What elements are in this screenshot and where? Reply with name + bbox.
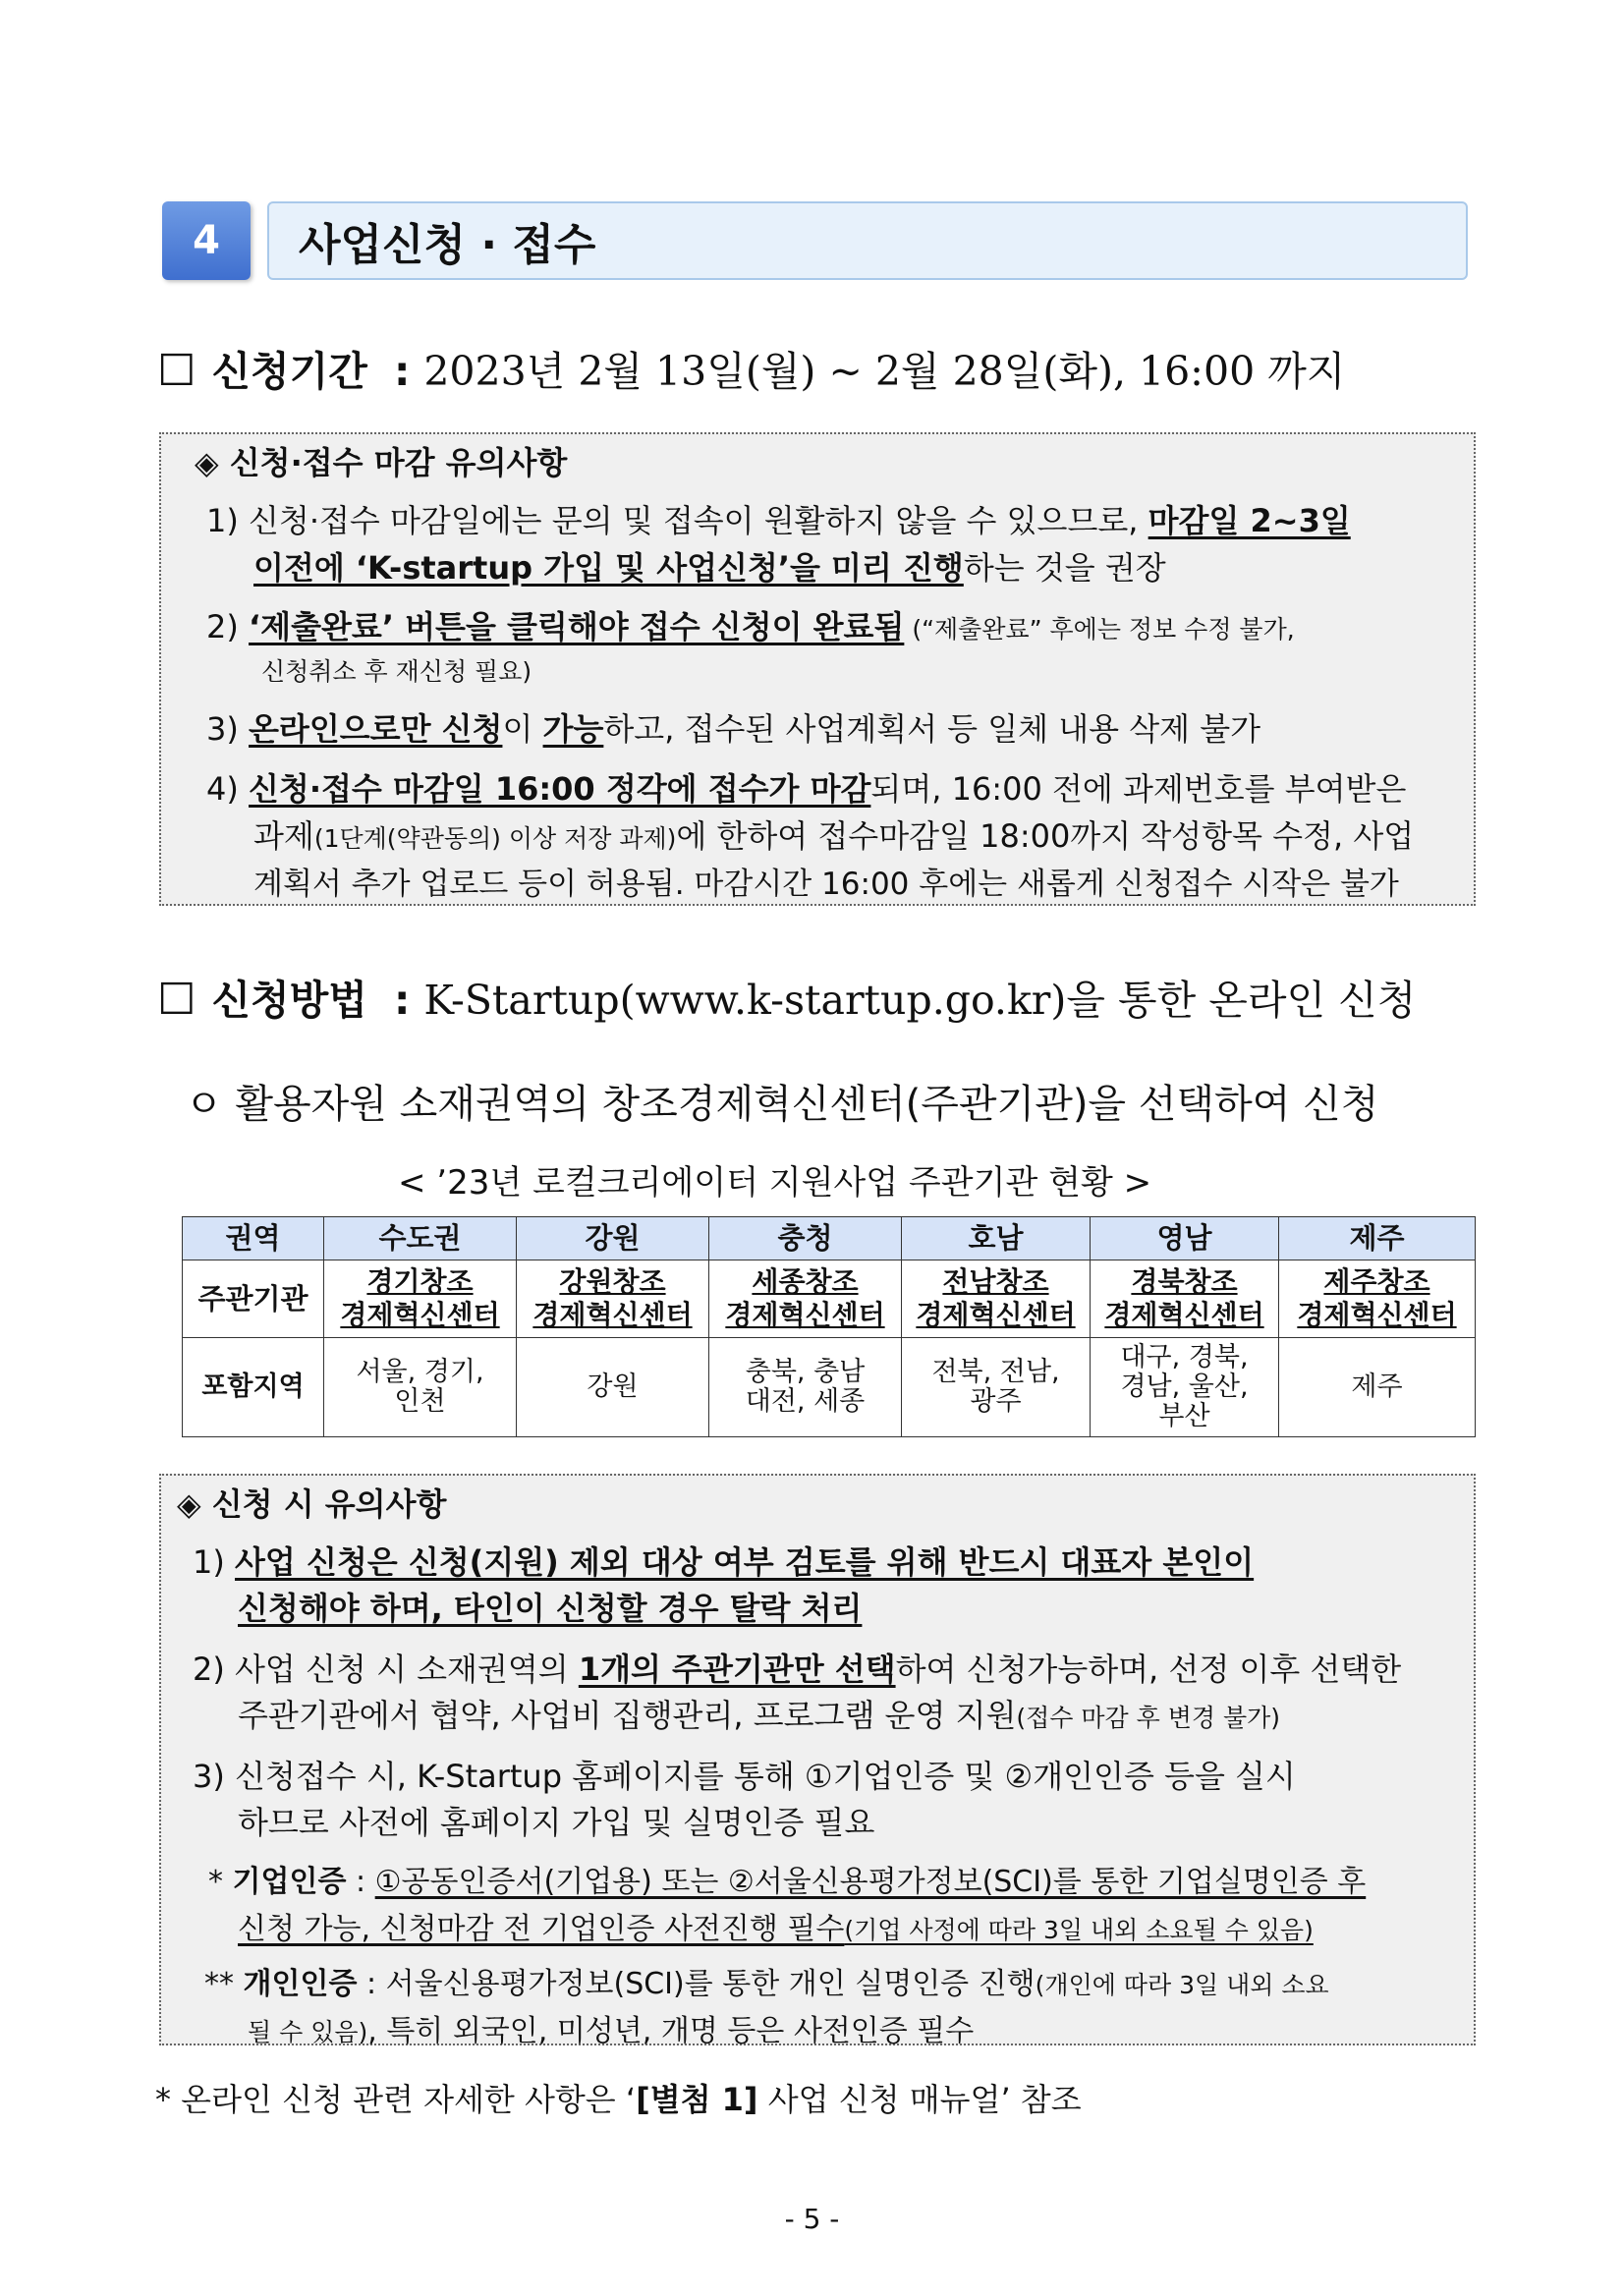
table-cell [902,1260,1091,1338]
note-number: 4) [206,770,239,808]
footnote-mark: * [208,1865,223,1899]
note-emphasis: 1개의 주관기관만 선택 [578,1651,896,1688]
note-text: : [346,1865,375,1899]
org-line: 강원창조 [559,1265,666,1299]
area-line: 광주 [970,1386,1022,1417]
row-label: 포함지역 [183,1338,324,1437]
apply-note-2-line1 [193,1645,1401,1690]
note-text: (접수 마감 후 변경 불가) [1016,1704,1281,1732]
footnote-text: 사업 신청 매뉴얼’ 참조 [757,2081,1082,2118]
note-number: 1) [193,1543,225,1581]
footnote-text: * 온라인 신청 관련 자세한 사항은 ‘ [155,2081,637,2118]
note-underlined: ①공동인증서(기업용) 또는 ②서울신용평가정보(SCI)를 통한 기업실명인증 후 [374,1865,1367,1899]
deadline-notes-title: ◈ 신청·접수 마감 유의사항 [195,444,568,481]
note-text: 과제 [253,817,314,855]
note-emphasis: 신청·접수 마감일 16:00 정각에 접수가 마감 [249,770,871,808]
note-underlined: (기업 사정에 따라 3일 내외 소요될 수 있음) [844,1916,1314,1944]
note-text: (개인에 따라 3일 내외 소요 [1035,1971,1329,1999]
note-text: : 서울신용평가정보(SCI)를 통한 개인 실명인증 진행 [357,1967,1036,2001]
table-header-cell: 수도권 [324,1217,517,1260]
table-cell: 제주 [1279,1338,1476,1437]
apply-notes-title: ◈ 신청 시 유의사항 [177,1485,447,1523]
row-label: 주관기관 [183,1260,324,1338]
table-cell [709,1338,902,1437]
table-cell [517,1260,709,1338]
org-line: 경기창조 [366,1265,474,1299]
apply-note-2-line2 [238,1691,1280,1736]
note-text: 에 한하여 접수마감일 18:00까지 작성항목 수정, 사업 [676,817,1415,855]
star-label: 개인인증 [243,1967,358,2001]
method-label: 신청방법 [211,977,367,1024]
table-cell [902,1338,1091,1437]
org-line: 세종창조 [752,1265,859,1299]
table-cell [1091,1338,1279,1437]
note-text: 주관기관에서 협약, 사업비 집행관리, 프로그램 운영 지원 [238,1697,1017,1734]
deadline-notes-box [159,432,1476,906]
area-line: 전북, 전남, [931,1356,1060,1387]
apply-note-3-line1 [193,1752,1296,1797]
org-line: 경제혁신센터 [532,1299,693,1331]
deadline-note-4-line3: 계획서 추가 업로드 등이 허용됨. 마감시간 16:00 후에는 새롭게 신청접수 시작은 불가 [253,867,1399,902]
note-number: 1) [206,502,239,539]
apply-star-1-line1 [208,1857,1366,1900]
deadline-note-2-line2: 신청취소 후 재신청 필요) [261,657,532,686]
table-header-cell: 충청 [709,1217,902,1260]
apply-star-2-line1 [204,1959,1329,2002]
note-number: 2) [206,608,239,645]
note-emphasis: 신청해야 하며, 타인이 신청할 경우 탈락 처리 [238,1590,863,1627]
table-cell [709,1260,902,1338]
area-line: 부산 [1158,1401,1210,1432]
area-line: 대전, 세종 [745,1386,866,1417]
period-colon: : [393,348,411,395]
org-line: 전남창조 [942,1265,1049,1299]
section-number-badge: 4 [162,201,251,280]
note-text: 신청·접수 마감일에는 문의 및 접속이 원활하지 않을 수 있으므로, [249,502,1148,539]
area-line: 대구, 경북, [1120,1341,1249,1372]
note-emphasis: ‘제출완료’ 버튼을 클릭해야 접수 신청이 완료됨 [249,608,905,645]
deadline-note-3 [206,704,1260,750]
note-text: (1단계(약관동의) 이상 저장 과제) [313,824,677,853]
apply-note-3-line2: 하므로 사전에 홈페이지 가입 및 실명인증 필요 [238,1804,875,1841]
org-line: 경제혁신센터 [1297,1299,1457,1331]
table-header-row [183,1217,1476,1260]
note-text: 되며, 16:00 전에 과제번호를 부여받은 [870,770,1407,808]
table-cell [324,1260,517,1338]
period-value: 2023년 2월 13일(월) ~ 2월 28일(화), 16:00 까지 [423,348,1346,395]
org-line: 경제혁신센터 [725,1299,885,1331]
deadline-note-2-line1 [206,602,1295,647]
org-line: 제주창조 [1323,1265,1430,1299]
method-sub-item: ㅇ 활용자원 소재권역의 창조경제혁신센터(주관기관)을 선택하여 신청 [185,1082,1379,1127]
footnote-ref: [별첨 1] [636,2081,758,2118]
org-line: 경제혁신센터 [1104,1299,1264,1331]
note-text: 될 수 있음) [248,2018,368,2046]
note-emphasis: 사업 신청은 신청(지원) 제외 대상 여부 검토를 위해 반드시 대표자 본인이 [235,1543,1255,1581]
table-cell [324,1338,517,1437]
apply-star-1-line2 [238,1904,1314,1947]
note-number: 2) [193,1651,225,1688]
apply-notes-box [159,1474,1476,2048]
table-caption: < ’23년 로컬크리에이터 지원사업 주관기관 현황 > [398,1163,1152,1203]
method-colon: : [393,977,411,1024]
deadline-note-1-line1 [206,496,1351,541]
area-line: 충북, 충남 [745,1356,866,1387]
apply-note-1-line1 [193,1538,1254,1583]
table-header-cell: 호남 [902,1217,1091,1260]
table-cell [1091,1260,1279,1338]
area-line: 경남, 울산, [1120,1371,1249,1402]
table-header-cell: 제주 [1279,1217,1476,1260]
note-number: 3) [193,1758,225,1795]
table-row [183,1338,1476,1437]
table-row [183,1260,1476,1338]
footnote-mark: ** [204,1967,234,2001]
method-heading [157,968,1416,1026]
note-emphasis: 온라인으로만 신청 [249,710,503,748]
org-line: 경북창조 [1131,1265,1238,1299]
org-line: 경제혁신센터 [916,1299,1076,1331]
note-number: 3) [206,710,239,748]
deadline-note-4-line2 [253,812,1414,857]
note-text: , 특히 외국인, 미성년, 개명 등은 사전인증 필수 [367,2014,975,2048]
note-underlined: 신청 가능, 신청마감 전 기업인증 사전진행 필수 [238,1912,845,1946]
org-line: 경제혁신센터 [340,1299,500,1331]
page-number: - 5 - [784,2203,840,2235]
apply-star-2-line2 [248,2006,974,2049]
area-line: 서울, 경기, [356,1356,484,1387]
deadline-note-4-line1 [206,764,1406,810]
checkbox-icon: ☐ [157,346,196,396]
note-text: 하는 것을 권장 [963,549,1166,587]
area-line: 인천 [394,1386,446,1417]
note-emphasis: 이전에 ‘K-startup 가입 및 사업신청’을 미리 진행 [253,549,964,587]
period-label: 신청기간 [211,348,367,395]
note-text: 이 [502,710,543,748]
section-title: 사업신청 · 접수 [267,201,1468,280]
table-cell: 강원 [517,1338,709,1437]
table-cell [1279,1260,1476,1338]
note-text: 하고, 접수된 사업계획서 등 일체 내용 삭제 불가 [603,710,1261,748]
table-header-cell: 강원 [517,1217,709,1260]
checkbox-icon: ☐ [157,975,196,1025]
period-heading [157,339,1345,397]
apply-note-1-line2 [238,1584,862,1629]
note-text: 사업 신청 시 소재권역의 [235,1651,579,1688]
region-table [182,1216,1476,1437]
note-text: 하여 신청가능하며, 선정 이후 선택한 [895,1651,1402,1688]
star-label: 기업인증 [232,1865,347,1899]
method-value: K-Startup(www.k-startup.go.kr)을 통한 온라인 신청 [423,977,1417,1024]
note-emphasis: 가능 [542,710,604,748]
note-text: 신청접수 시, K-Startup 홈페이지를 통해 ①기업인증 및 ②개인인증 등을 실시 [235,1758,1296,1795]
deadline-note-1-line2 [253,543,1166,588]
table-header-cell: 영남 [1091,1217,1279,1260]
note-emphasis: 마감일 2~3일 [1148,502,1351,539]
table-header-cell: 권역 [183,1217,324,1260]
manual-footnote [155,2075,1082,2120]
note-text: (“제출완료” 후에는 정보 수정 불가, [904,615,1295,644]
